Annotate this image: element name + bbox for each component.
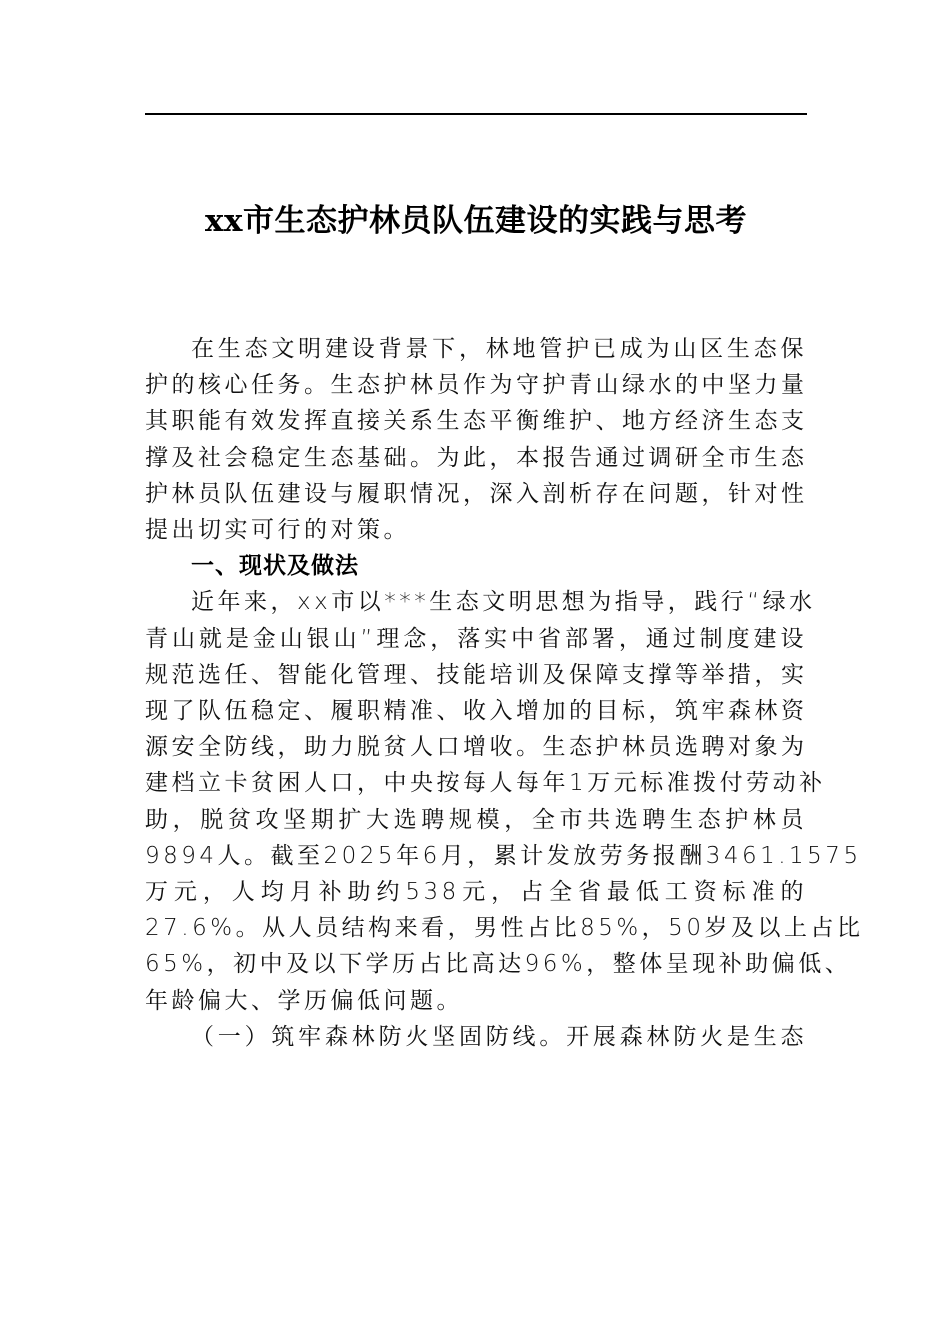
document-body	[145, 331, 864, 1055]
subsection-line	[145, 1019, 807, 1055]
intro-line-4: 撑及社会稳定生态基础。为此，本报告通过调研全市生态	[145, 444, 808, 471]
section-paragraph	[145, 584, 864, 1018]
section-line-4: 现了队伍稳定、履职精准、收入增加的目标，筑牢森林资	[145, 698, 808, 725]
section-line-9: 万元，人均月补助约538元，占全省最低工资标准的	[145, 879, 807, 906]
section-heading: 一、现状及做法	[191, 553, 359, 580]
header-rule	[145, 113, 807, 115]
section-line-7: 助，脱贫攻坚期扩大选聘规模，全市共选聘生态护林员	[145, 806, 807, 833]
section-line-6: 建档立卡贫困人口，中央按每人每年1万元标准拨付劳动补	[145, 770, 826, 797]
section-line-11: 65%，初中及以下学历占比高达96%，整体呈现补助偏低、	[145, 951, 852, 978]
section-line-1: 近年来，xx市以***生态文明思想为指导，践行“绿水	[191, 589, 816, 616]
intro-line-5: 护林员队伍建设与履职情况，深入剖析存在问题，针对性	[145, 480, 808, 507]
section-line-5: 源安全防线，助力脱贫人口增收。生态护林员选聘对象为	[145, 734, 808, 761]
subsection-line-1: （一）筑牢森林防火坚固防线。开展森林防火是生态	[191, 1023, 807, 1050]
intro-paragraph	[145, 331, 807, 548]
intro-line-3: 其职能有效发挥直接关系生态平衡维护、地方经济生态支	[145, 408, 808, 435]
section-line-10: 27.6%。从人员结构来看，男性占比85%，50岁及以上占比	[145, 915, 864, 942]
section-line-8: 9894人。截至2025年6月，累计发放劳务报酬3461.1575	[145, 842, 862, 869]
intro-line-1: 在生态文明建设背景下，林地管护已成为山区生态保	[191, 336, 807, 362]
section-line-2: 青山就是金山银山”理念，落实中省部署，通过制度建设	[145, 625, 807, 652]
intro-line-6: 提出切实可行的对策。	[145, 517, 410, 544]
section-line-3: 规范选任、智能化管理、技能培训及保障支撑等举措，实	[145, 661, 808, 688]
intro-line-2: 护的核心任务。生态护林员作为守护青山绿水的中坚力量	[145, 372, 808, 399]
section-line-12: 年龄偏大、学历偏低问题。	[145, 987, 463, 1014]
document-title: xx市生态护林员队伍建设的实践与思考	[205, 203, 747, 239]
